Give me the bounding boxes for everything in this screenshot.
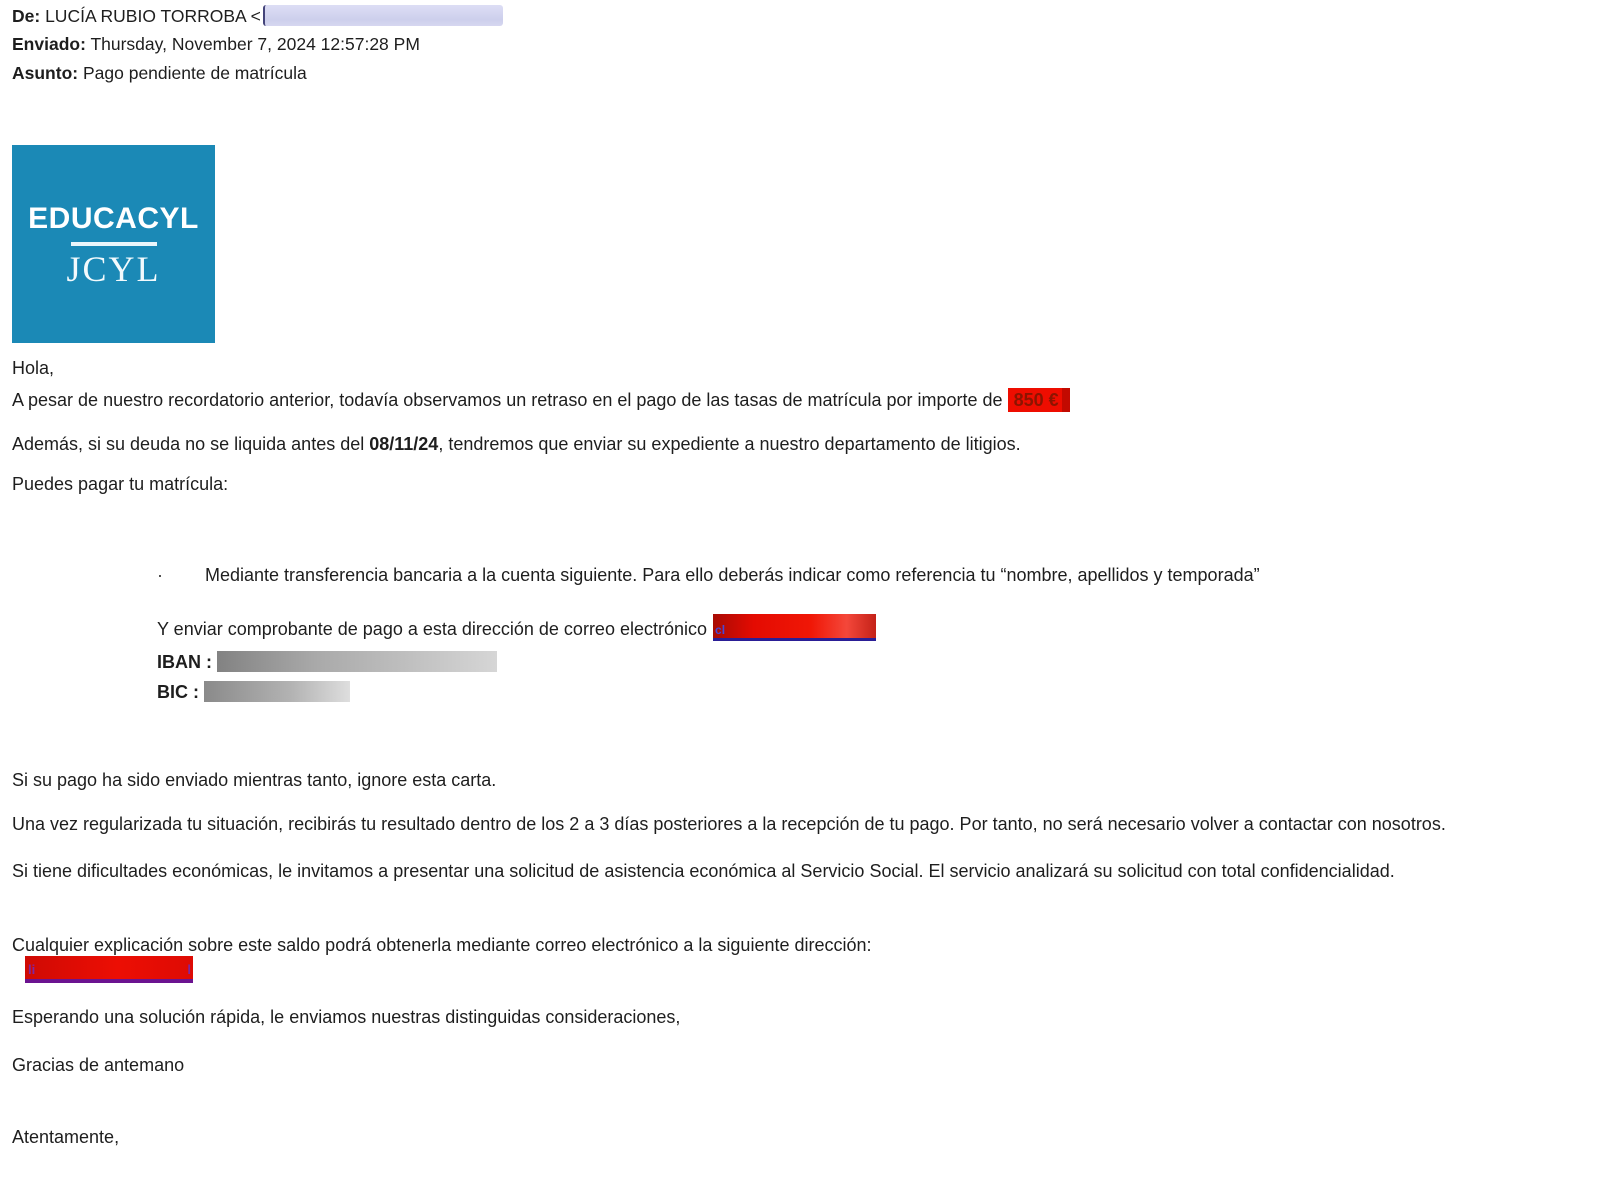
paragraph-pay-intro: Puedes pagar tu matrícula:: [12, 474, 229, 494]
paragraph-contact: Cualquier explicación sobre este saldo podrá obtenerla mediante correo electrónico a la siguiente dirección:: [12, 935, 872, 955]
iban-line: [157, 650, 497, 674]
logo-brand-text: EDUCACYL: [28, 202, 199, 235]
paragraph-overdue: A pesar de nuestro recordatorio anterior, todavía observamos un retraso en el pago de las tasas de matrícula por importe de 850 €: [12, 388, 1070, 412]
subject-value: Pago pendiente de matrícula: [82, 63, 307, 83]
from-value: LUCÍA RUBIO TORROBA <: [45, 6, 261, 26]
bullet-bank-transfer: · Mediante transferencia bancaria a la cuenta siguiente. Para ello deberás indicar como referencia tu “nombre, apellidos y temporada”: [157, 565, 1260, 585]
redacted-sender-email: [263, 5, 503, 26]
greeting: Hola,: [12, 358, 55, 378]
iban-label: IBAN :: [157, 652, 212, 672]
bullet-icon: ·: [157, 565, 163, 585]
paragraph-regularized: Una vez regularizada tu situación, recibirás tu resultado dentro de los 2 a 3 días posteriores a la recepción de tu pago. Por tanto, no será necesario volver a contactar con nosotros.: [12, 814, 1446, 834]
logo-divider: [71, 242, 157, 246]
bic-line: [157, 680, 350, 704]
paragraph-closing: Atentamente,: [12, 1127, 120, 1147]
subject-label: Asunto:: [12, 63, 79, 83]
redacted-iban-value: [217, 651, 497, 672]
email-subject-line: [12, 62, 307, 84]
paragraph-social-service: Si tiene dificultades económicas, le invitamos a presentar una solicitud de asistencia económica al Servicio Social. El servicio analizará su solicitud con total confidencialidad.: [12, 861, 1395, 881]
paragraph-ignore: Si su pago ha sido enviado mientras tanto, ignore esta carta.: [12, 770, 497, 790]
paragraph-thanks: Gracias de antemano: [12, 1055, 185, 1075]
educacyl-logo: [12, 145, 215, 343]
from-label: De:: [12, 6, 41, 26]
logo-subbrand-text: JCYL: [66, 249, 161, 289]
paragraph-hoping: Esperando una solución rápida, le enviamos nuestras distinguidas consideraciones,: [12, 1007, 681, 1027]
email-from-line: [12, 5, 503, 27]
bic-label: BIC :: [157, 682, 199, 702]
deadline-date: 08/11/24: [369, 434, 439, 454]
paragraph-send-proof: Y enviar comprobante de pago a esta dirección de correo electrónico cl: [157, 617, 876, 641]
redacted-contact-email-link[interactable]: li l: [25, 956, 193, 983]
sent-value: Thursday, November 7, 2024 12:57:28 PM: [90, 34, 420, 54]
redacted-bic-value: [204, 681, 350, 702]
sent-label: Enviado:: [12, 34, 86, 54]
email-sent-line: [12, 33, 420, 55]
amount-highlight: 850 €: [1008, 388, 1070, 412]
paragraph-deadline: Además, si su deuda no se liquida antes del 08/11/24, tendremos que enviar su expediente a nuestro departamento de litigios.: [12, 434, 1021, 454]
redacted-payment-email-link[interactable]: cl: [713, 614, 876, 641]
